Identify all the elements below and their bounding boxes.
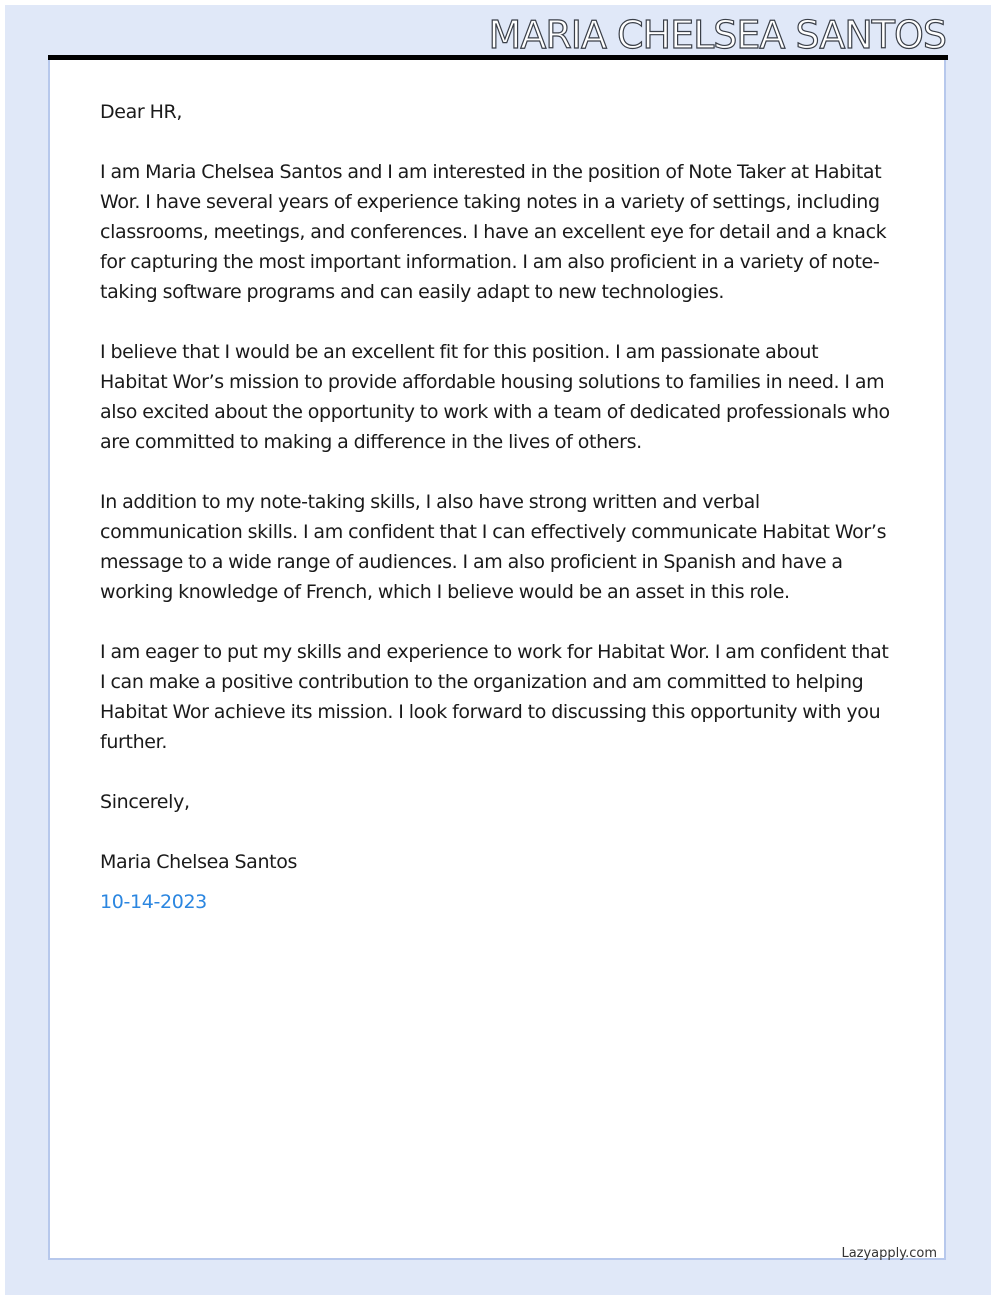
letter-paragraph-2: I believe that I would be an excellent fit for this position. I am passionate about Habitat Wor’s mission to provide affordable housing solutions to families in need. I am also excited about the opportunity to work with a team of dedicated professionals who are committed to making a difference in the lives of others. bbox=[100, 341, 890, 453]
signature-name: Maria Chelsea Santos bbox=[100, 851, 298, 873]
letter-date: 10-14-2023 bbox=[100, 891, 207, 913]
letter-paragraph-1: I am Maria Chelsea Santos and I am interested in the position of Note Taker at Habitat Wor. I have several years of experience taking notes in a variety of settings, including classrooms, meetings, and conferences. I have an excellent eye for detail and a knack for capturing the most important information. I am also proficient in a variety of note-taking software programs and can easily adapt to new technologies. bbox=[100, 161, 887, 303]
applicant-name-heading: MARIA CHELSEA SANTOS bbox=[488, 13, 946, 57]
closing: Sincerely, bbox=[100, 791, 190, 813]
salutation: Dear HR, bbox=[100, 101, 183, 123]
footer-brand: Lazyapply.com bbox=[841, 1246, 937, 1261]
letter-paragraph-3: In addition to my note-taking skills, I also have strong written and verbal communication skills. I am confident that I can effectively communicate Habitat Wor’s message to a wide range of audiences. I am also proficient in Spanish and have a working knowledge of French, which I believe would be an asset in this role. bbox=[100, 491, 887, 603]
cover-letter-body bbox=[100, 97, 890, 947]
letter-paragraph-4: I am eager to put my skills and experience to work for Habitat Wor. I am confident that I can make a positive contribution to the organization and am committed to helping Habitat Wor achieve its mission. I look forward to discussing this opportunity with you further. bbox=[100, 641, 889, 753]
